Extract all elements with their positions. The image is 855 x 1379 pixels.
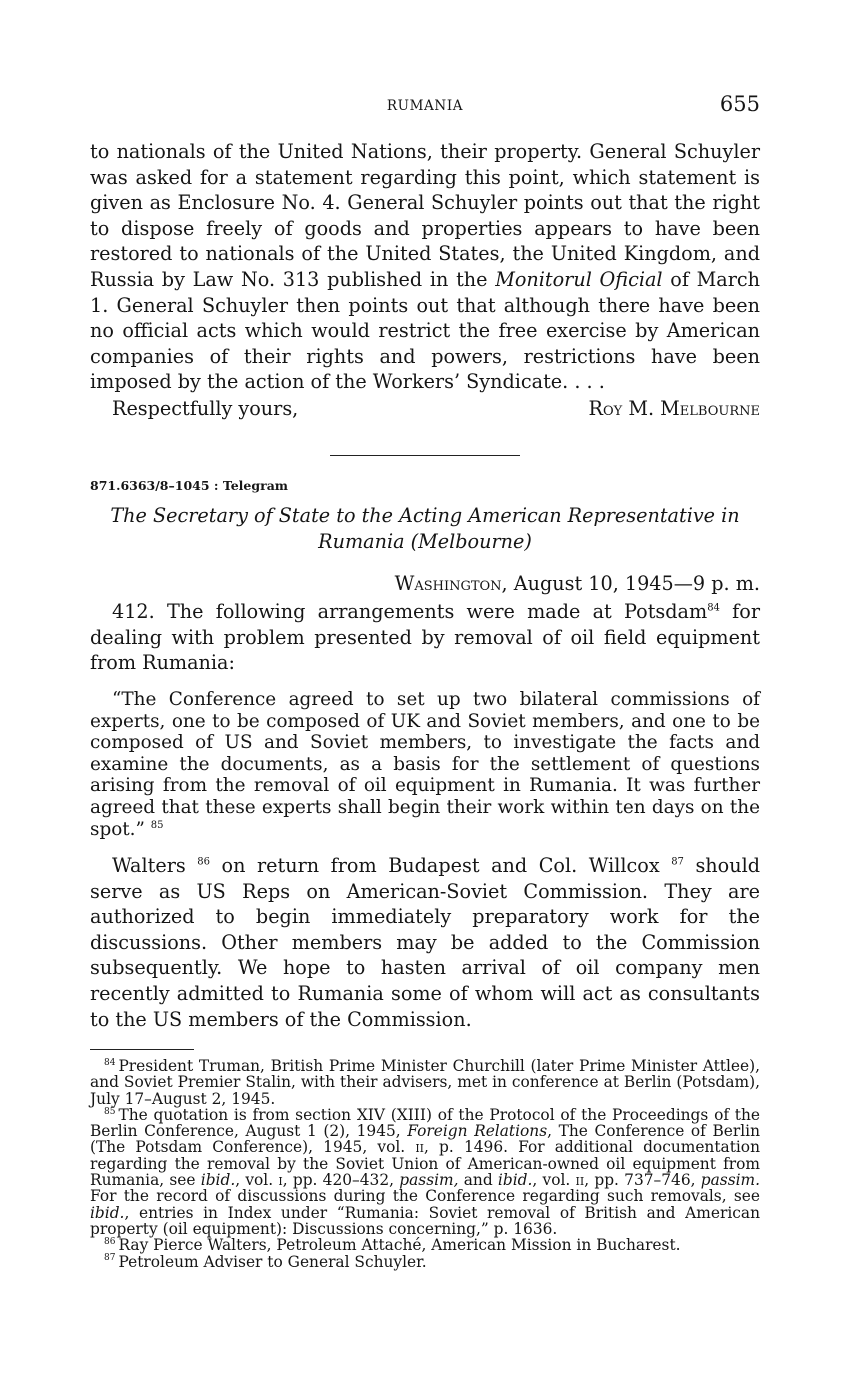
footnote-86	[90, 1237, 760, 1253]
footnote-italic: Foreign Relations	[407, 1122, 548, 1141]
document-title-line-1: The Secretary of State to the Acting American Representative in	[110, 504, 740, 527]
footnote-divider	[90, 1049, 194, 1050]
footnote-text: and	[458, 1171, 498, 1190]
paragraph-text: 412. The following arrangements were made at Potsdam	[112, 600, 708, 623]
document-title-line-2: Rumania (Melbourne)	[318, 530, 532, 553]
dateline	[395, 572, 760, 595]
footnote-84	[90, 1058, 760, 1107]
footnote-mark: 87	[104, 1253, 116, 1264]
footnote-text: , p. 1496. For additional documentation regarding the removal by the Soviet Union of American-owned oil equipment from Rumania, see	[90, 1138, 760, 1190]
closing: Respectfully yours,	[112, 397, 299, 420]
footnote-87	[90, 1254, 760, 1270]
paragraph-text: should serve as US Reps on American-Soviet Commission. They are authorized to begin immediately preparatory work for the discussions. Other members may be added to the Commission subsequently. We hope to hasten arrival of oil company men recently admitted to Rumania some of whom will act as consultants to the US members of the Commission.	[90, 854, 760, 1031]
footnote-text: Petroleum Adviser to General Schuyler.	[118, 1252, 427, 1271]
footnote-mark: 84	[104, 1057, 116, 1068]
footnote-text: President Truman, British Prime Minister Churchill (later Prime Minister Attlee), and Soviet Premier Stalin, with their advisers, met in conference at Berlin (Potsdam), July 17–August 2, 1945.	[90, 1057, 760, 1108]
footnote-text: , vol.	[532, 1171, 576, 1190]
conference-quotation	[90, 689, 760, 840]
dateline-place: Washington,	[394, 572, 508, 595]
footnote-85	[90, 1107, 760, 1237]
paragraph-text: for dealing with problem presented by removal of oil field equipment from Rumania:	[90, 600, 760, 675]
quotation-text: “The Conference agreed to set up two bilateral commissions of experts, one to be composed of UK and Soviet members, and one to be composed of US and Soviet members, to investigate the facts and examine the documents, as a basis for the settlement of questions arising from the removal of oil equipment in Rumania. It was further agreed that these experts shall begin their work within ten days on the spot.”	[90, 689, 760, 840]
volume-number: ii	[415, 1138, 425, 1157]
footnote-italic: ibid.	[200, 1171, 236, 1190]
footnote-text: , pp. 737–746,	[584, 1171, 701, 1190]
telegram-paragraph-1	[90, 599, 760, 676]
footnote-mark: 85	[104, 1106, 116, 1117]
footnote-text: The quotation is from section XIV (XIII) of the Protocol of the Proceedings of the Berlin Conference, August 1 (2), 1945,	[90, 1105, 760, 1141]
page-header	[90, 92, 760, 122]
footnote-text: , entries in Index under “Rumania: Soviet removal of British and American property (oil equipment): Discussions concerning,” p. 1636.	[90, 1203, 760, 1238]
file-number: 871.6363/8–1045 : Telegram	[90, 478, 289, 493]
footnote-text: For the record of discussions during the Conference regarding such removals, see	[90, 1187, 760, 1206]
footnote-italic: passim.	[700, 1171, 760, 1190]
footnote-ref-86: 86	[197, 856, 210, 868]
footnote-italic: ibid.	[497, 1171, 533, 1190]
footnote-ref-85: 85	[150, 819, 164, 831]
telegram-paragraph-2	[90, 853, 760, 1032]
footnote-text: , pp. 420–432,	[282, 1171, 400, 1190]
volume-number: i	[278, 1171, 283, 1190]
footnote-mark: 86	[104, 1237, 116, 1248]
footnotes	[90, 1058, 760, 1270]
volume-number: ii	[575, 1171, 585, 1190]
signoff	[90, 397, 760, 425]
document-title	[90, 503, 760, 555]
publication-title: Monitorul Oficial	[495, 267, 663, 291]
footnote-text: Ray Pierce Walters, Petroleum Attaché, American Mission in Bucharest.	[118, 1236, 681, 1255]
footnote-text: , The Conference of Berlin (The Potsdam Conference), 1945, vol.	[90, 1122, 761, 1157]
continuation-text-b: of March 1. General Schuyler then points out that although there have been no official acts which would restrict the free exercise by American companies of their rights and powers, restrictions have been imposed by the action of the Workers’ Syndicate. . . .	[90, 267, 760, 394]
footnote-italic: ibid.	[90, 1203, 125, 1222]
footnote-ref-87: 87	[671, 856, 684, 868]
continuation-text-a: to nationals of the United Nations, their property. General Schuyler was asked for a statement regarding this point, which statement is given as Enclosure No. 4. General Schuyler points out that the right to dispose freely of goods and properties appears to have been restored to nationals of the United States, the United Kingdom, and Russia by Law No. 313 published in the	[90, 140, 760, 291]
footnote-italic: passim,	[399, 1171, 459, 1190]
signature: Roy M. Melbourne	[588, 397, 760, 420]
footnote-text: , vol.	[235, 1171, 279, 1190]
paragraph-text: on return from Budapest and Col. Willcox	[210, 854, 660, 877]
section-divider	[330, 455, 520, 456]
continuation-paragraph	[90, 139, 760, 395]
running-head: RUMANIA	[386, 98, 464, 114]
paragraph-text: Walters	[112, 854, 186, 877]
dateline-date: August 10, 1945—9 p. m.	[507, 572, 760, 595]
page-number: 655	[719, 92, 760, 116]
footnote-ref-84: 84	[707, 602, 720, 614]
